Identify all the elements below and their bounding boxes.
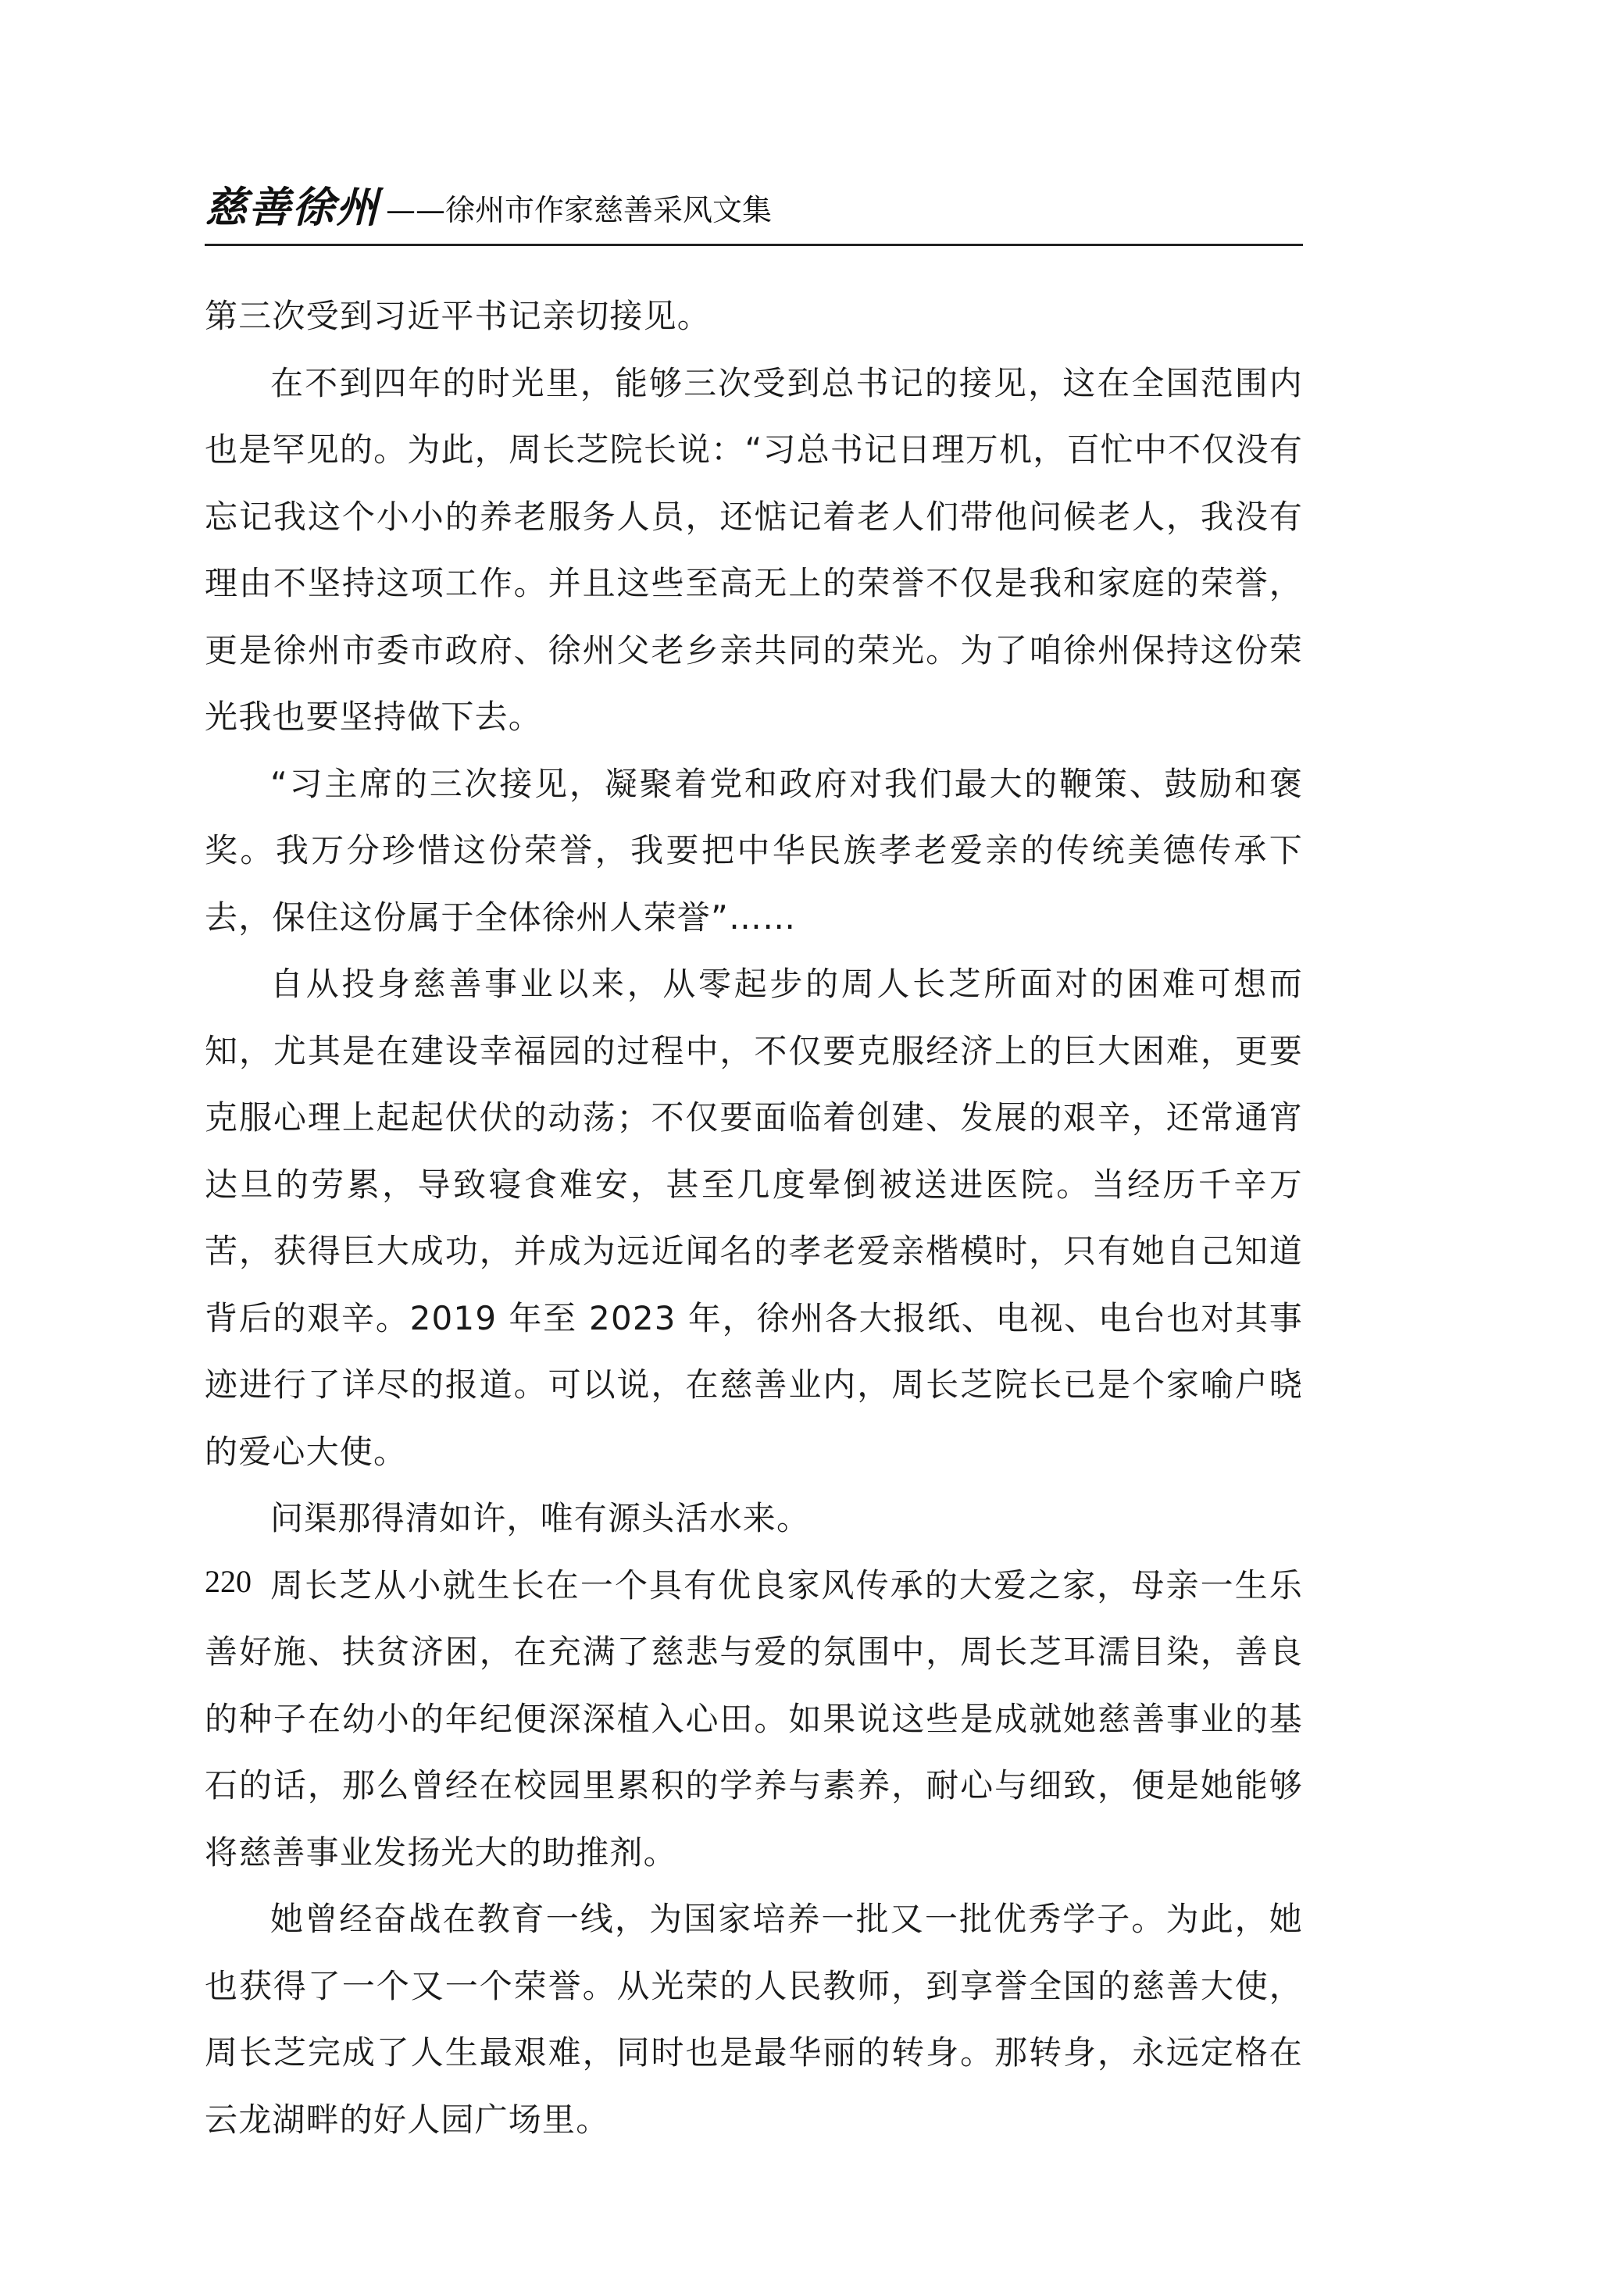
paragraph: 问渠那得清如许，唯有源头活水来。 bbox=[270, 1499, 811, 1537]
book-subtitle: ——徐州市作家慈善采风文集 bbox=[386, 193, 773, 227]
header-divider bbox=[205, 244, 1303, 246]
paragraph: 第三次受到习近平书记亲切接见。 bbox=[205, 297, 712, 335]
paragraph: 周长芝从小就生长在一个具有优良家风传承的大爱之家，母亲一生乐善好施、扶贫济困，在充满了慈悲与爱的氛围中，周长芝耳濡目染，善良的种子在幼小的年纪便深深植入心田。如果说这些是成就她慈善事业的基石的话，那么曾经在校园里累积的学养与素养，耐心与细致，便是她能够将慈善事业发扬光大的助推剂。 bbox=[205, 1565, 1303, 1872]
body-text bbox=[205, 283, 1303, 2153]
book-title-logo: 慈善徐州 bbox=[205, 182, 380, 232]
paragraph: “习主席的三次接见，凝聚着党和政府对我们最大的鞭策、鼓励和褒奖。我万分珍惜这份荣誉，我要把中华民族孝老爱亲的传统美德传承下去，保住这份属于全体徐州人荣誉”…… bbox=[205, 764, 1303, 937]
paragraph: 在不到四年的时光里，能够三次受到总书记的接见，这在全国范围内也是罕见的。为此，周长芝院长说：“习总书记日理万机，百忙中不仅没有忘记我这个小小的养老服务人员，还惦记着老人们带他问候老人，我没有理由不坚持这项工作。并且这些至高无上的荣誉不仅是我和家庭的荣誉，更是徐州市委市政府、徐州父老乡亲共同的荣光。为了咱徐州保持这份荣光我也要坚持做下去。 bbox=[205, 363, 1303, 736]
running-header bbox=[205, 178, 1303, 248]
paragraph: 自从投身慈善事业以来，从零起步的周人长芝所面对的困难可想而知，尤其是在建设幸福园的过程中，不仅要克服经济上的巨大困难，更要克服心理上起起伏伏的动荡；不仅要面临着创建、发展的艰辛，还常通宵达旦的劳累，导致寝食难安，甚至几度晕倒被送进医院。当经历千辛万苦，获得巨大成功，并成为远近闻名的孝老爱亲楷模时，只有她自己知道背后的艰辛。2019 年至 2023 年，徐州各大报纸、电视、电台也对其事迹进行了详尽的报道。可以说，在慈善业内，周长芝院长已是个家喻户晓的爱心大使。 bbox=[205, 965, 1303, 1471]
page-number: 220 bbox=[205, 1564, 252, 1599]
paragraph: 她曾经奋战在教育一线，为国家培养一批又一批优秀学子。为此，她也获得了一个又一个荣誉。从光荣的人民教师，到享誉全国的慈善大使，周长芝完成了人生最艰难，同时也是最华丽的转身。那转身，永远定格在云龙湖畔的好人园广场里。 bbox=[205, 1900, 1303, 2139]
